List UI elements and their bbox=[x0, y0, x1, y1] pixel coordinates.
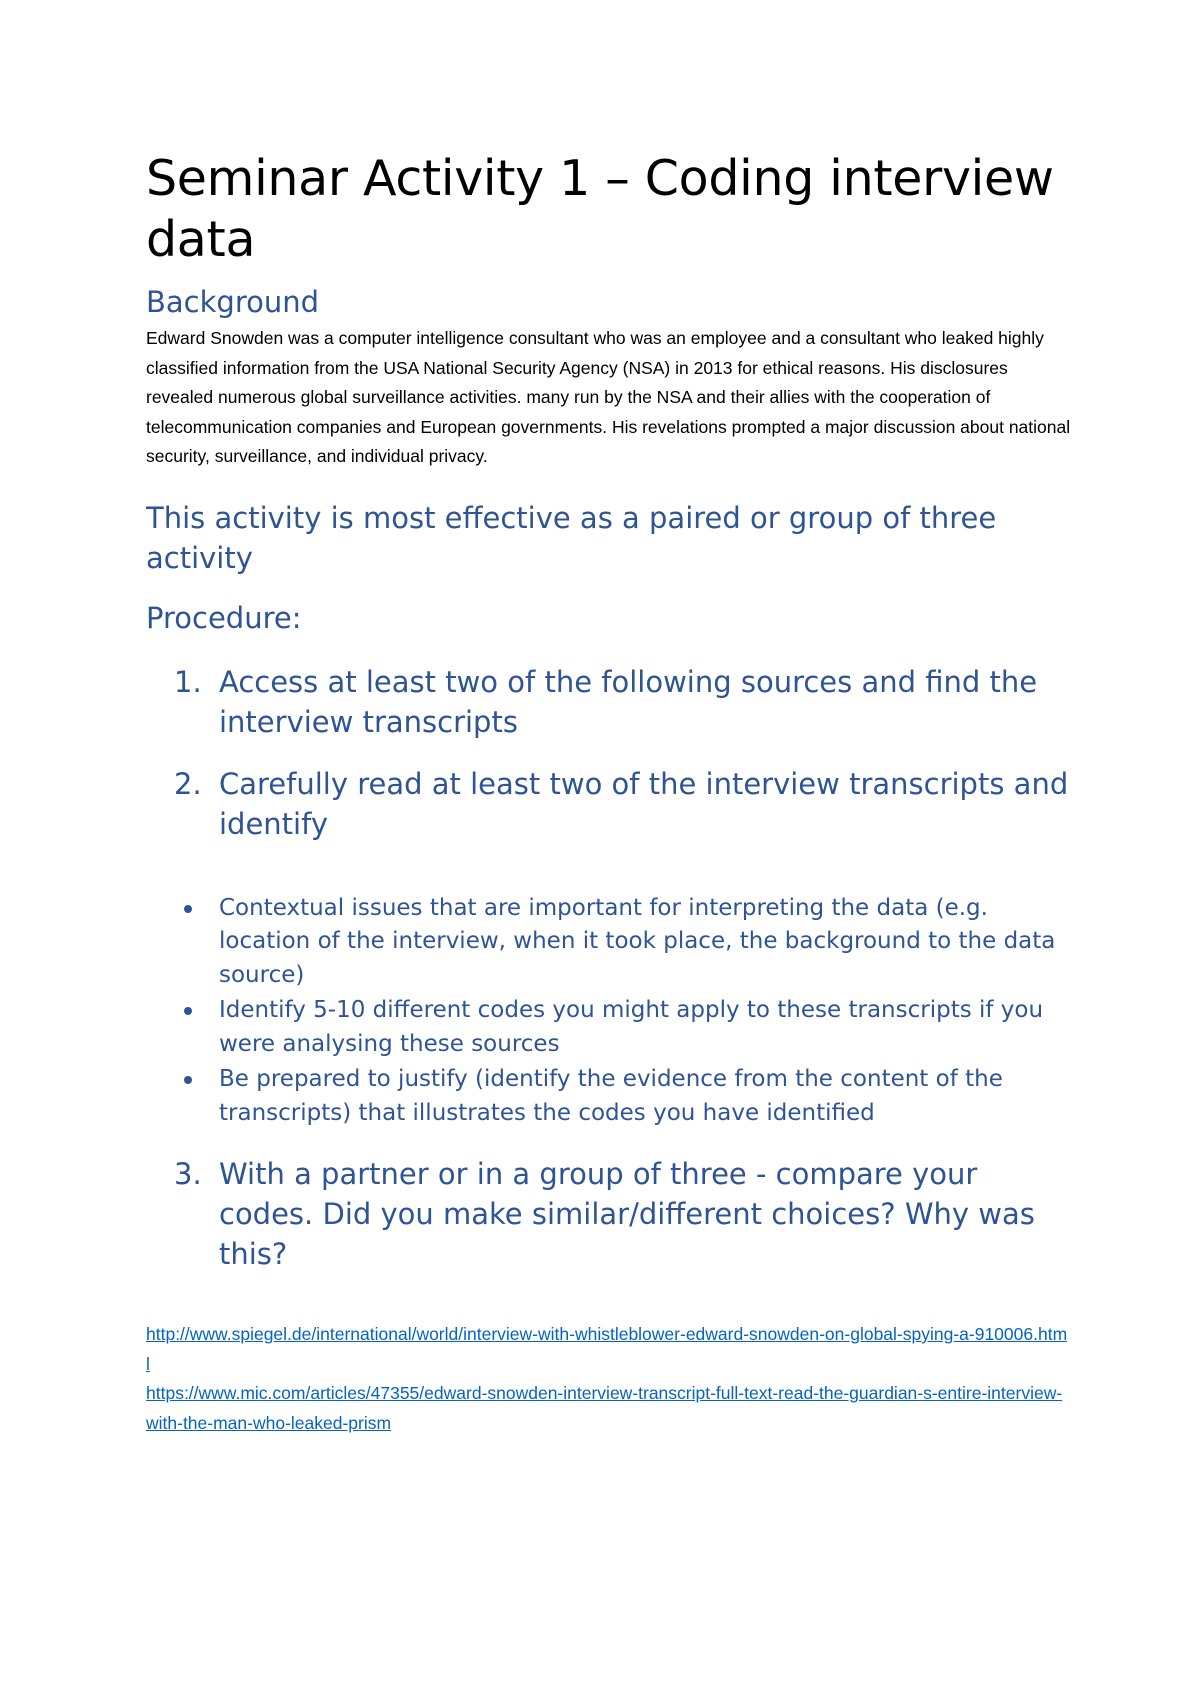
bullet-text: Contextual issues that are important for interpreting the data (e.g. location of the interview, when it took place, the background to the data source) bbox=[219, 894, 1056, 988]
list-item bbox=[146, 1063, 1076, 1130]
bullet-text: Be prepared to justify (identify the evidence from the content of the transcripts) that illustrates the codes you have identified bbox=[219, 1066, 1003, 1126]
step-text: With a partner or in a group of three - compare your codes. Did you make similar/different choices? Why was this? bbox=[219, 1157, 1035, 1271]
page-title: Seminar Activity 1 – Coding interview data bbox=[146, 150, 1054, 268]
spiegel-interview-link[interactable]: http://www.spiegel.de/international/world/interview-with-whistleblower-edward-snowden-on-global-spying-a-910006.html bbox=[146, 1324, 1068, 1374]
source-links bbox=[146, 1320, 1076, 1438]
background-paragraph: Edward Snowden was a computer intelligence consultant who was an employee and a consultant who leaked highly classified information from the USA National Security Agency (NSA) in 2013 for ethical reasons. His disclosures revealed numerous global surveillance activities. many run by the NSA and their allies with the cooperation of telecommunication companies and European governments. His revelations prompted a major discussion about national security, surveillance, and individual privacy. bbox=[146, 328, 1071, 466]
list-item bbox=[146, 994, 1076, 1061]
step-text: Access at least two of the following sources and find the interview transcripts bbox=[219, 664, 1038, 739]
identify-bullet-list bbox=[146, 892, 1076, 1131]
procedure-step-1 bbox=[146, 662, 1076, 742]
procedure-step-2 bbox=[146, 764, 1076, 844]
step-number: 3. bbox=[174, 1157, 202, 1191]
step-number: 1. bbox=[174, 664, 202, 699]
document-page bbox=[146, 148, 1076, 1438]
mic-interview-link[interactable]: https://www.mic.com/articles/47355/edward-snowden-interview-transcript-full-text-read-the-guardian-s-entire-interview-with-the-man-who-leaked-prism bbox=[146, 1383, 1063, 1433]
step-text: Carefully read at least two of the interview transcripts and identify bbox=[219, 766, 1069, 841]
activity-heading: This activity is most effective as a paired or group of three activity bbox=[146, 500, 997, 575]
procedure-step-3 bbox=[146, 1154, 1076, 1274]
background-heading: Background bbox=[146, 285, 320, 319]
bullet-icon bbox=[184, 1007, 192, 1015]
bullet-icon bbox=[184, 1076, 192, 1084]
bullet-text: Identify 5-10 different codes you might apply to these transcripts if you were analysing these sources bbox=[219, 997, 1044, 1057]
list-item bbox=[146, 892, 1076, 993]
step-number: 2. bbox=[174, 766, 202, 801]
procedure-heading: Procedure: bbox=[146, 600, 302, 635]
bullet-icon bbox=[184, 905, 192, 913]
